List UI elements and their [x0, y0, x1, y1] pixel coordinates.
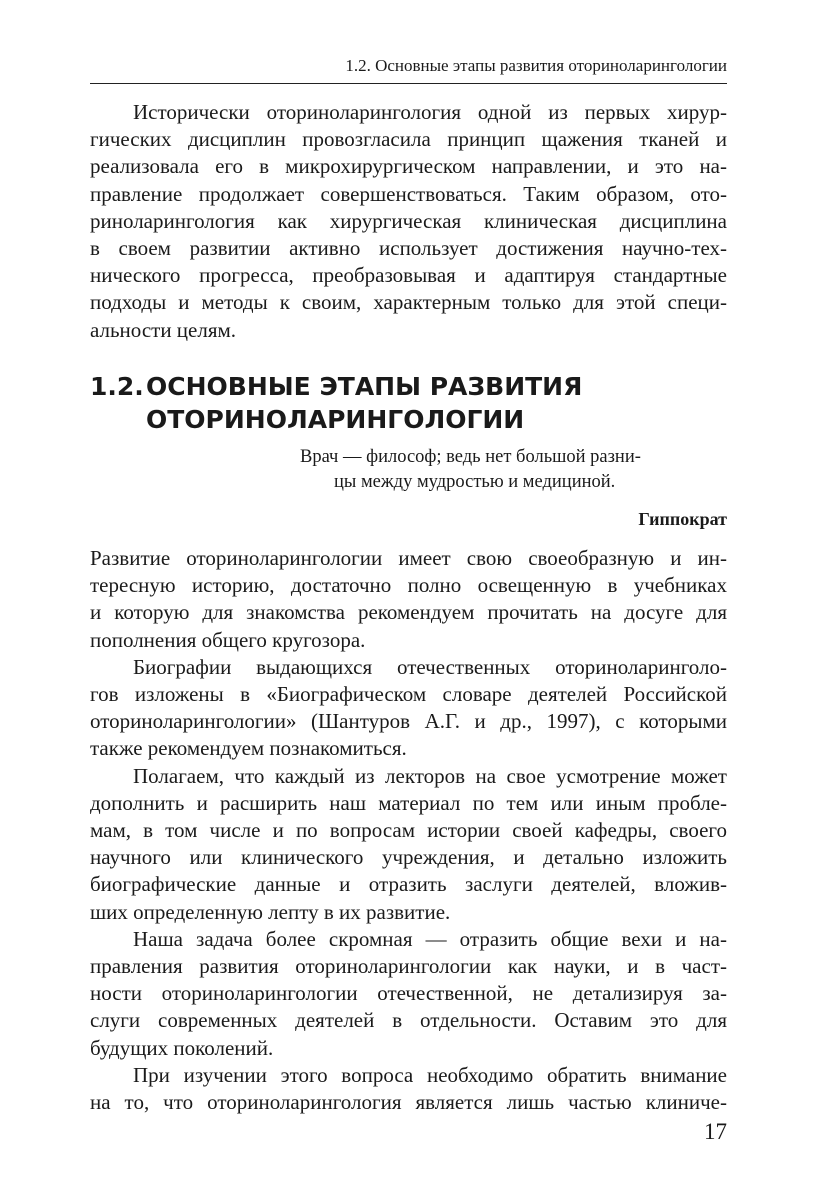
paragraph-1	[90, 545, 727, 654]
text-line: подходы и методы к своим, характерным только для этой специ-	[90, 290, 727, 315]
text-line: правление продолжает совершенствоваться. Таким образом, ото-	[90, 181, 727, 206]
text-line: Исторически оториноларингология одной из первых хирур-	[133, 100, 727, 124]
epigraph	[300, 445, 727, 494]
text-line: риноларингология как хирургическая клиническая дисциплина	[90, 208, 727, 233]
section-title-line-2: ОТОРИНОЛАРИНГОЛОГИИ	[146, 405, 525, 434]
text-line: научного или клинического учреждения, и детально изложить	[90, 845, 727, 870]
paragraph-4	[90, 926, 727, 1062]
paragraph-5	[90, 1062, 727, 1116]
header-rule	[90, 83, 727, 84]
paragraph-2	[90, 654, 727, 763]
text-line: пополнения общего кругозора.	[90, 627, 366, 652]
running-head: 1.2. Основные этапы развития оториноларингологии	[345, 56, 727, 75]
epigraph-author: Гиппократ	[638, 509, 727, 529]
section-title-line-1: ОСНОВНЫЕ ЭТАПЫ РАЗВИТИЯ	[146, 372, 583, 401]
paragraph-3	[90, 763, 727, 926]
intro-paragraph	[90, 99, 727, 344]
text-line: мам, в том числе и по вопросам истории своей кафедры, своего	[90, 818, 727, 843]
text-line: правления развития оториноларингологии как науки, и в част-	[90, 954, 727, 979]
text-line: дополнить и расширить наш материал по тем или иным пробле-	[90, 790, 727, 815]
text-line: Развитие оториноларингологии имеет свою своеобразную и ин-	[90, 546, 727, 570]
text-line: реализовала его в микрохирургическом направлении, и это на-	[90, 154, 727, 179]
text-line: в своем развитии активно использует достижения научно-тех-	[90, 236, 727, 261]
text-line: на то, что оториноларингология является лишь частью клиниче-	[90, 1090, 727, 1115]
section-heading	[90, 370, 727, 436]
text-line: будущих поколений.	[90, 1035, 274, 1060]
page-number: 17	[704, 1119, 727, 1144]
epigraph-line-2: цы между мудростью и медициной.	[334, 471, 616, 492]
text-line: тересную историю, достаточно полно освещенную в учебниках	[90, 573, 727, 598]
text-line: При изучении этого вопроса необходимо обратить внимание	[133, 1062, 727, 1087]
text-line: также рекомендуем познакомиться.	[90, 736, 407, 761]
text-line: ности оториноларингологии отечественной, не детализируя за-	[90, 981, 727, 1006]
text-line: Полагаем, что каждый из лекторов на свое усмотрение может	[133, 763, 727, 788]
section-number: 1.2.	[90, 372, 144, 401]
epigraph-line-1: Врач — философ; ведь нет большой разни-	[300, 447, 641, 467]
text-line: нического прогресса, преобразовывая и адаптируя стандартные	[90, 263, 727, 288]
text-line: альности целям.	[90, 317, 237, 342]
text-line: гических дисциплин провозгласила принцип щажения тканей и	[90, 127, 727, 152]
main-text	[90, 545, 727, 1116]
text-line: ших определенную лепту в их развитие.	[90, 899, 451, 924]
text-line: оториноларингологии» (Шантуров А.Г. и др., 1997), с которыми	[90, 709, 727, 734]
text-line: биографические данные и отразить заслуги деятелей, вложив-	[90, 872, 727, 897]
text-line: Наша задача более скромная — отразить общие вехи и на-	[133, 926, 727, 951]
text-line: слуги современных деятелей в отдельности. Оставим это для	[90, 1008, 727, 1033]
text-line: Биографии выдающихся отечественных оториноларинголо-	[133, 654, 727, 679]
text-line: гов изложены в «Биографическом словаре деятелей Российской	[90, 682, 727, 707]
text-line: и которую для знакомства рекомендуем прочитать на досуге для	[90, 600, 727, 625]
